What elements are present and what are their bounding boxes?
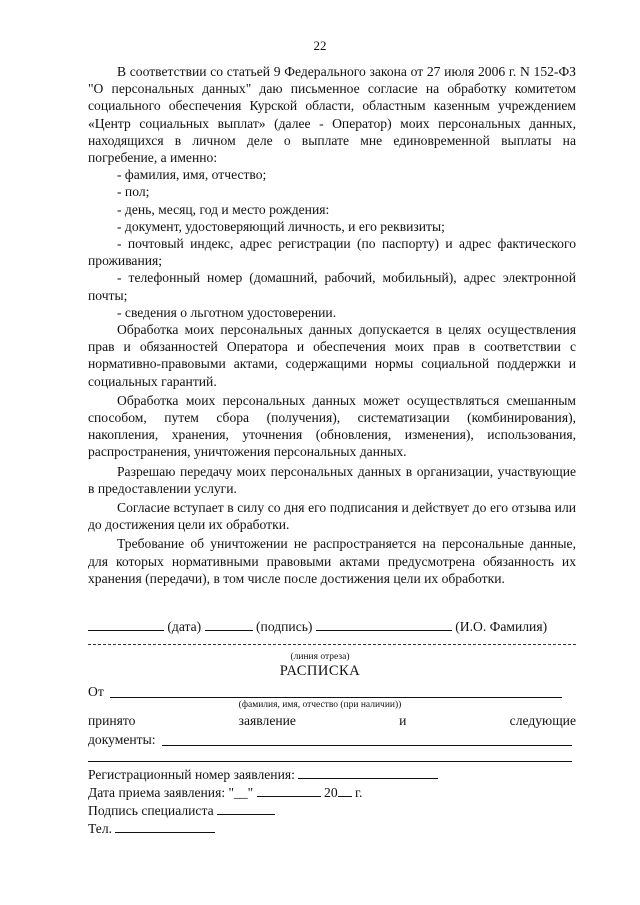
accepted-word: следующие bbox=[509, 713, 576, 728]
phone-line bbox=[88, 820, 215, 837]
name-label: (И.О. Фамилия) bbox=[455, 619, 548, 634]
list-item: - сведения о льготном удостоверении. bbox=[117, 304, 337, 320]
list-item: - документ, удостоверяющий личность, и его реквизиты; bbox=[117, 218, 445, 234]
accepted-line bbox=[88, 713, 576, 729]
month-blank[interactable] bbox=[257, 784, 321, 797]
fio-caption: (фамилия, имя, отчество (при наличии)) bbox=[238, 700, 402, 710]
documents-field[interactable] bbox=[162, 745, 572, 746]
page-number: 22 bbox=[313, 38, 327, 53]
consent-paragraph: Обработка моих персональных данных допускается в целях осуществления прав и обязанностей Оператора и обеспечения моих прав в соответствии с нормативно-правовыми актами, содержащими нормы социальной поддержки и социальных гарантий. bbox=[88, 322, 576, 389]
from-field[interactable] bbox=[110, 697, 562, 698]
list-item: - фамилия, имя, отчество; bbox=[117, 167, 267, 183]
name-blank[interactable] bbox=[316, 618, 452, 631]
year-blank[interactable] bbox=[338, 784, 352, 797]
documents-field-extra[interactable] bbox=[88, 761, 572, 762]
accepted-word: и bbox=[399, 713, 407, 728]
list-item: - день, месяц, год и место рождения: bbox=[117, 201, 330, 217]
cut-line bbox=[88, 644, 576, 645]
receipt-title: РАСПИСКА bbox=[279, 663, 361, 679]
documents-label: документы: bbox=[88, 732, 156, 747]
consent-paragraph: Разрешаю передачу моих персональных данных в организации, участвующие в предоставлении услуги. bbox=[88, 463, 576, 496]
consent-paragraph: Согласие вступает в силу со дня его подписания и действует до его отзыва или до достижения цели их обработки. bbox=[88, 500, 576, 533]
consent-paragraph: Обработка моих персональных данных может осуществляться смешанным способом, путем сбора (получения), систематизации (комбинирования), накопления, хранения, уточнения (обновления, изменения), использования, распространения, уничтожения персональных данных. bbox=[88, 392, 576, 460]
year-prefix: 20 bbox=[324, 785, 338, 800]
registration-number-line bbox=[88, 766, 438, 783]
consent-text bbox=[88, 63, 576, 587]
phone-label: Тел. bbox=[88, 821, 113, 836]
accepted-word: заявление bbox=[238, 713, 296, 728]
acceptance-date-line bbox=[88, 784, 362, 801]
sign-blank[interactable] bbox=[205, 618, 253, 631]
specialist-signature-line bbox=[88, 802, 275, 819]
list-item: - пол; bbox=[117, 184, 150, 200]
cut-line-label: (линия отреза) bbox=[290, 652, 350, 662]
specialist-label: Подпись специалиста bbox=[88, 803, 214, 818]
date-blank[interactable] bbox=[88, 618, 164, 631]
consent-paragraph: Требование об уничтожении не распространяется на персональные данные, для которых нормативными правовыми актами предусмотрена обязанность их хранения (передачи), в том числе после достижения цели их обработки. bbox=[88, 536, 576, 586]
phone-blank[interactable] bbox=[115, 820, 215, 833]
acceptance-date-label: Дата приема заявления: "__" bbox=[88, 785, 254, 800]
specialist-blank[interactable] bbox=[217, 802, 275, 815]
accepted-word: принято bbox=[88, 713, 136, 728]
sign-label: (подпись) bbox=[256, 619, 313, 634]
list-item: - почтовый индекс, адрес регистрации (по паспорту) и адрес фактического проживания; bbox=[88, 236, 576, 269]
from-label: От bbox=[88, 684, 104, 699]
signature-line bbox=[88, 618, 576, 635]
list-item: - телефонный номер (домашний, рабочий, мобильный), адрес электронной почты; bbox=[88, 270, 576, 303]
registration-label: Регистрационный номер заявления: bbox=[88, 767, 295, 782]
consent-intro: В соответствии со статьей 9 Федерального закона от 27 июля 2006 г. N 152-ФЗ "О персональных данных" даю письменное согласие на обработку комитетом социального обеспечения Курской области, областным казенным учреждением «Центр социальных выплат» (далее - Оператор) моих персональных данных, находящихся в личном деле о выплате мне единовременной выплаты на погребение, а именно: bbox=[88, 64, 576, 166]
year-suffix: г. bbox=[355, 785, 363, 800]
registration-blank[interactable] bbox=[298, 766, 438, 779]
date-label: (дата) bbox=[167, 619, 202, 634]
